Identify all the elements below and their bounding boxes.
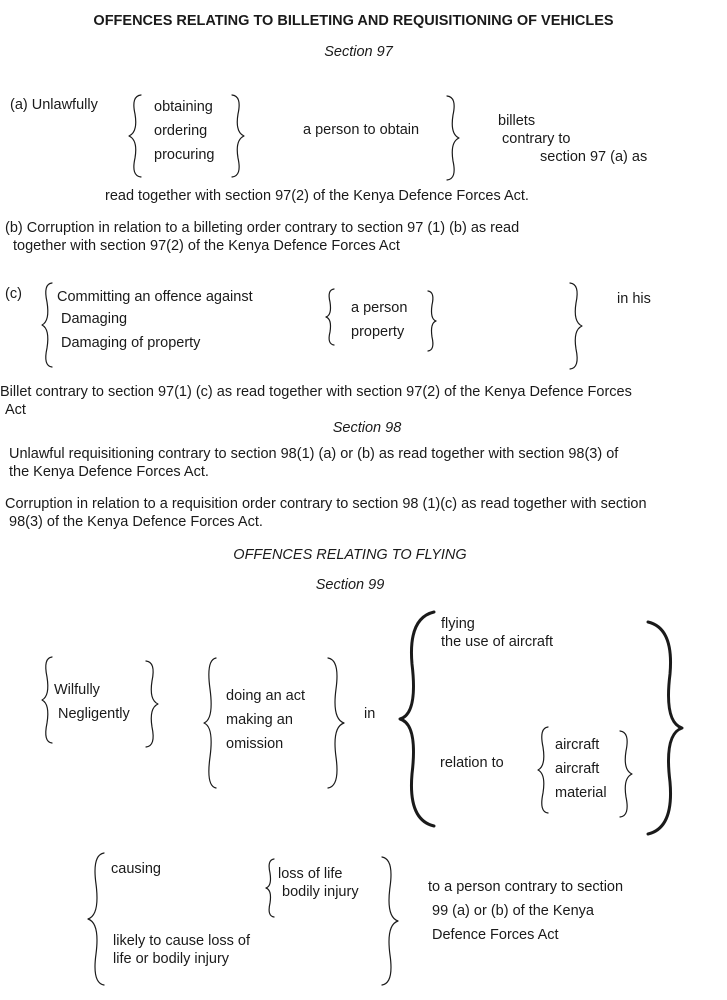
right-brace-icon [568, 282, 584, 370]
text-in: in [364, 706, 376, 722]
text-a-person: a person [351, 300, 408, 316]
left-brace-icon [536, 726, 550, 814]
para-b-line1: (b) Corruption in relation to a billeting order contrary to section 97 (1) (b) as read [5, 220, 520, 236]
option-damaging: Damaging [61, 311, 128, 327]
left-brace-icon [86, 852, 106, 986]
left-brace-icon [398, 610, 438, 828]
para-a-label: (a) Unlawfully [10, 97, 98, 113]
left-brace-icon [264, 858, 276, 918]
left-brace-icon [40, 656, 54, 744]
left-brace-icon [40, 282, 54, 368]
para-c-label: (c) [5, 286, 22, 302]
text-negligently: Negligently [58, 706, 130, 722]
right-brace-icon [144, 660, 160, 748]
text-flying: flying [441, 616, 475, 632]
option-obtaining: obtaining [154, 99, 213, 115]
option-damaging-property: Damaging of property [61, 335, 201, 351]
text-result-line3: Defence Forces Act [432, 927, 559, 943]
section-98-p1-line2: the Kenya Defence Forces Act. [9, 464, 209, 480]
text-contrary-to: contrary to [502, 131, 571, 147]
option-committing: Committing an offence against [57, 289, 253, 305]
text-result-line1: to a person contrary to section [428, 879, 624, 895]
text-omission: omission [226, 736, 284, 752]
text-in-his: in his [617, 291, 651, 307]
page-title: OFFENCES RELATING TO BILLETING AND REQUISITIONING OF VEHICLES [93, 13, 614, 29]
text-result-line2: 99 (a) or (b) of the Kenya [432, 903, 594, 919]
text-likely-line2: life or bodily injury [113, 951, 230, 967]
section-98-heading: Section 98 [332, 420, 402, 436]
right-brace-icon [230, 94, 246, 178]
left-brace-icon [127, 94, 143, 178]
section-98-p2-line1: Corruption in relation to a requisition order contrary to section 98 (1)(c) as read together with section [5, 496, 647, 512]
right-brace-icon [380, 856, 400, 986]
text-material: material [555, 785, 607, 801]
para-c-tail2: Act [5, 402, 26, 418]
text-relation-to: relation to [440, 755, 504, 771]
text-causing: causing [111, 861, 161, 877]
left-brace-icon [324, 288, 336, 346]
text-aircraft-2: aircraft [555, 761, 600, 777]
flying-heading: OFFENCES RELATING TO FLYING [233, 547, 467, 563]
text-loss-of-life: loss of life [278, 866, 343, 882]
text-making-an: making an [226, 712, 293, 728]
right-brace-icon [426, 290, 438, 352]
right-brace-icon [326, 657, 346, 789]
text-doing-an-act: doing an act [226, 688, 306, 704]
text-likely-line1: likely to cause loss of [113, 933, 251, 949]
option-procuring: procuring [154, 147, 215, 163]
text-wilfully: Wilfully [54, 682, 100, 698]
section-99-heading: Section 99 [315, 577, 385, 593]
section-98-p2-line2: 98(3) of the Kenya Defence Forces Act. [9, 514, 263, 530]
para-a-tail: read together with section 97(2) of the Kenya Defence Forces Act. [105, 188, 529, 204]
para-b-line2: together with section 97(2) of the Kenya Defence Forces Act [13, 238, 400, 254]
right-brace-icon [644, 620, 684, 836]
option-ordering: ordering [154, 123, 208, 139]
para-c-tail1: Billet contrary to section 97(1) (c) as read together with section 97(2) of the Kenya Defence Forces [0, 384, 632, 400]
text-section-97a: section 97 (a) as [540, 149, 648, 165]
text-property: property [351, 324, 405, 340]
section-97-heading: Section 97 [324, 44, 393, 60]
text-billets: billets [498, 113, 536, 129]
section-98-p1-line1: Unlawful requisitioning contrary to section 98(1) (a) or (b) as read together with section 98(3) of [9, 446, 619, 462]
right-brace-icon [445, 95, 461, 181]
text-aircraft-1: aircraft [555, 737, 600, 753]
right-brace-icon [618, 730, 634, 818]
text-person-to-obtain: a person to obtain [303, 122, 420, 138]
text-use-of-aircraft: the use of aircraft [441, 634, 554, 650]
text-bodily-injury: bodily injury [282, 884, 359, 900]
left-brace-icon [202, 657, 218, 789]
